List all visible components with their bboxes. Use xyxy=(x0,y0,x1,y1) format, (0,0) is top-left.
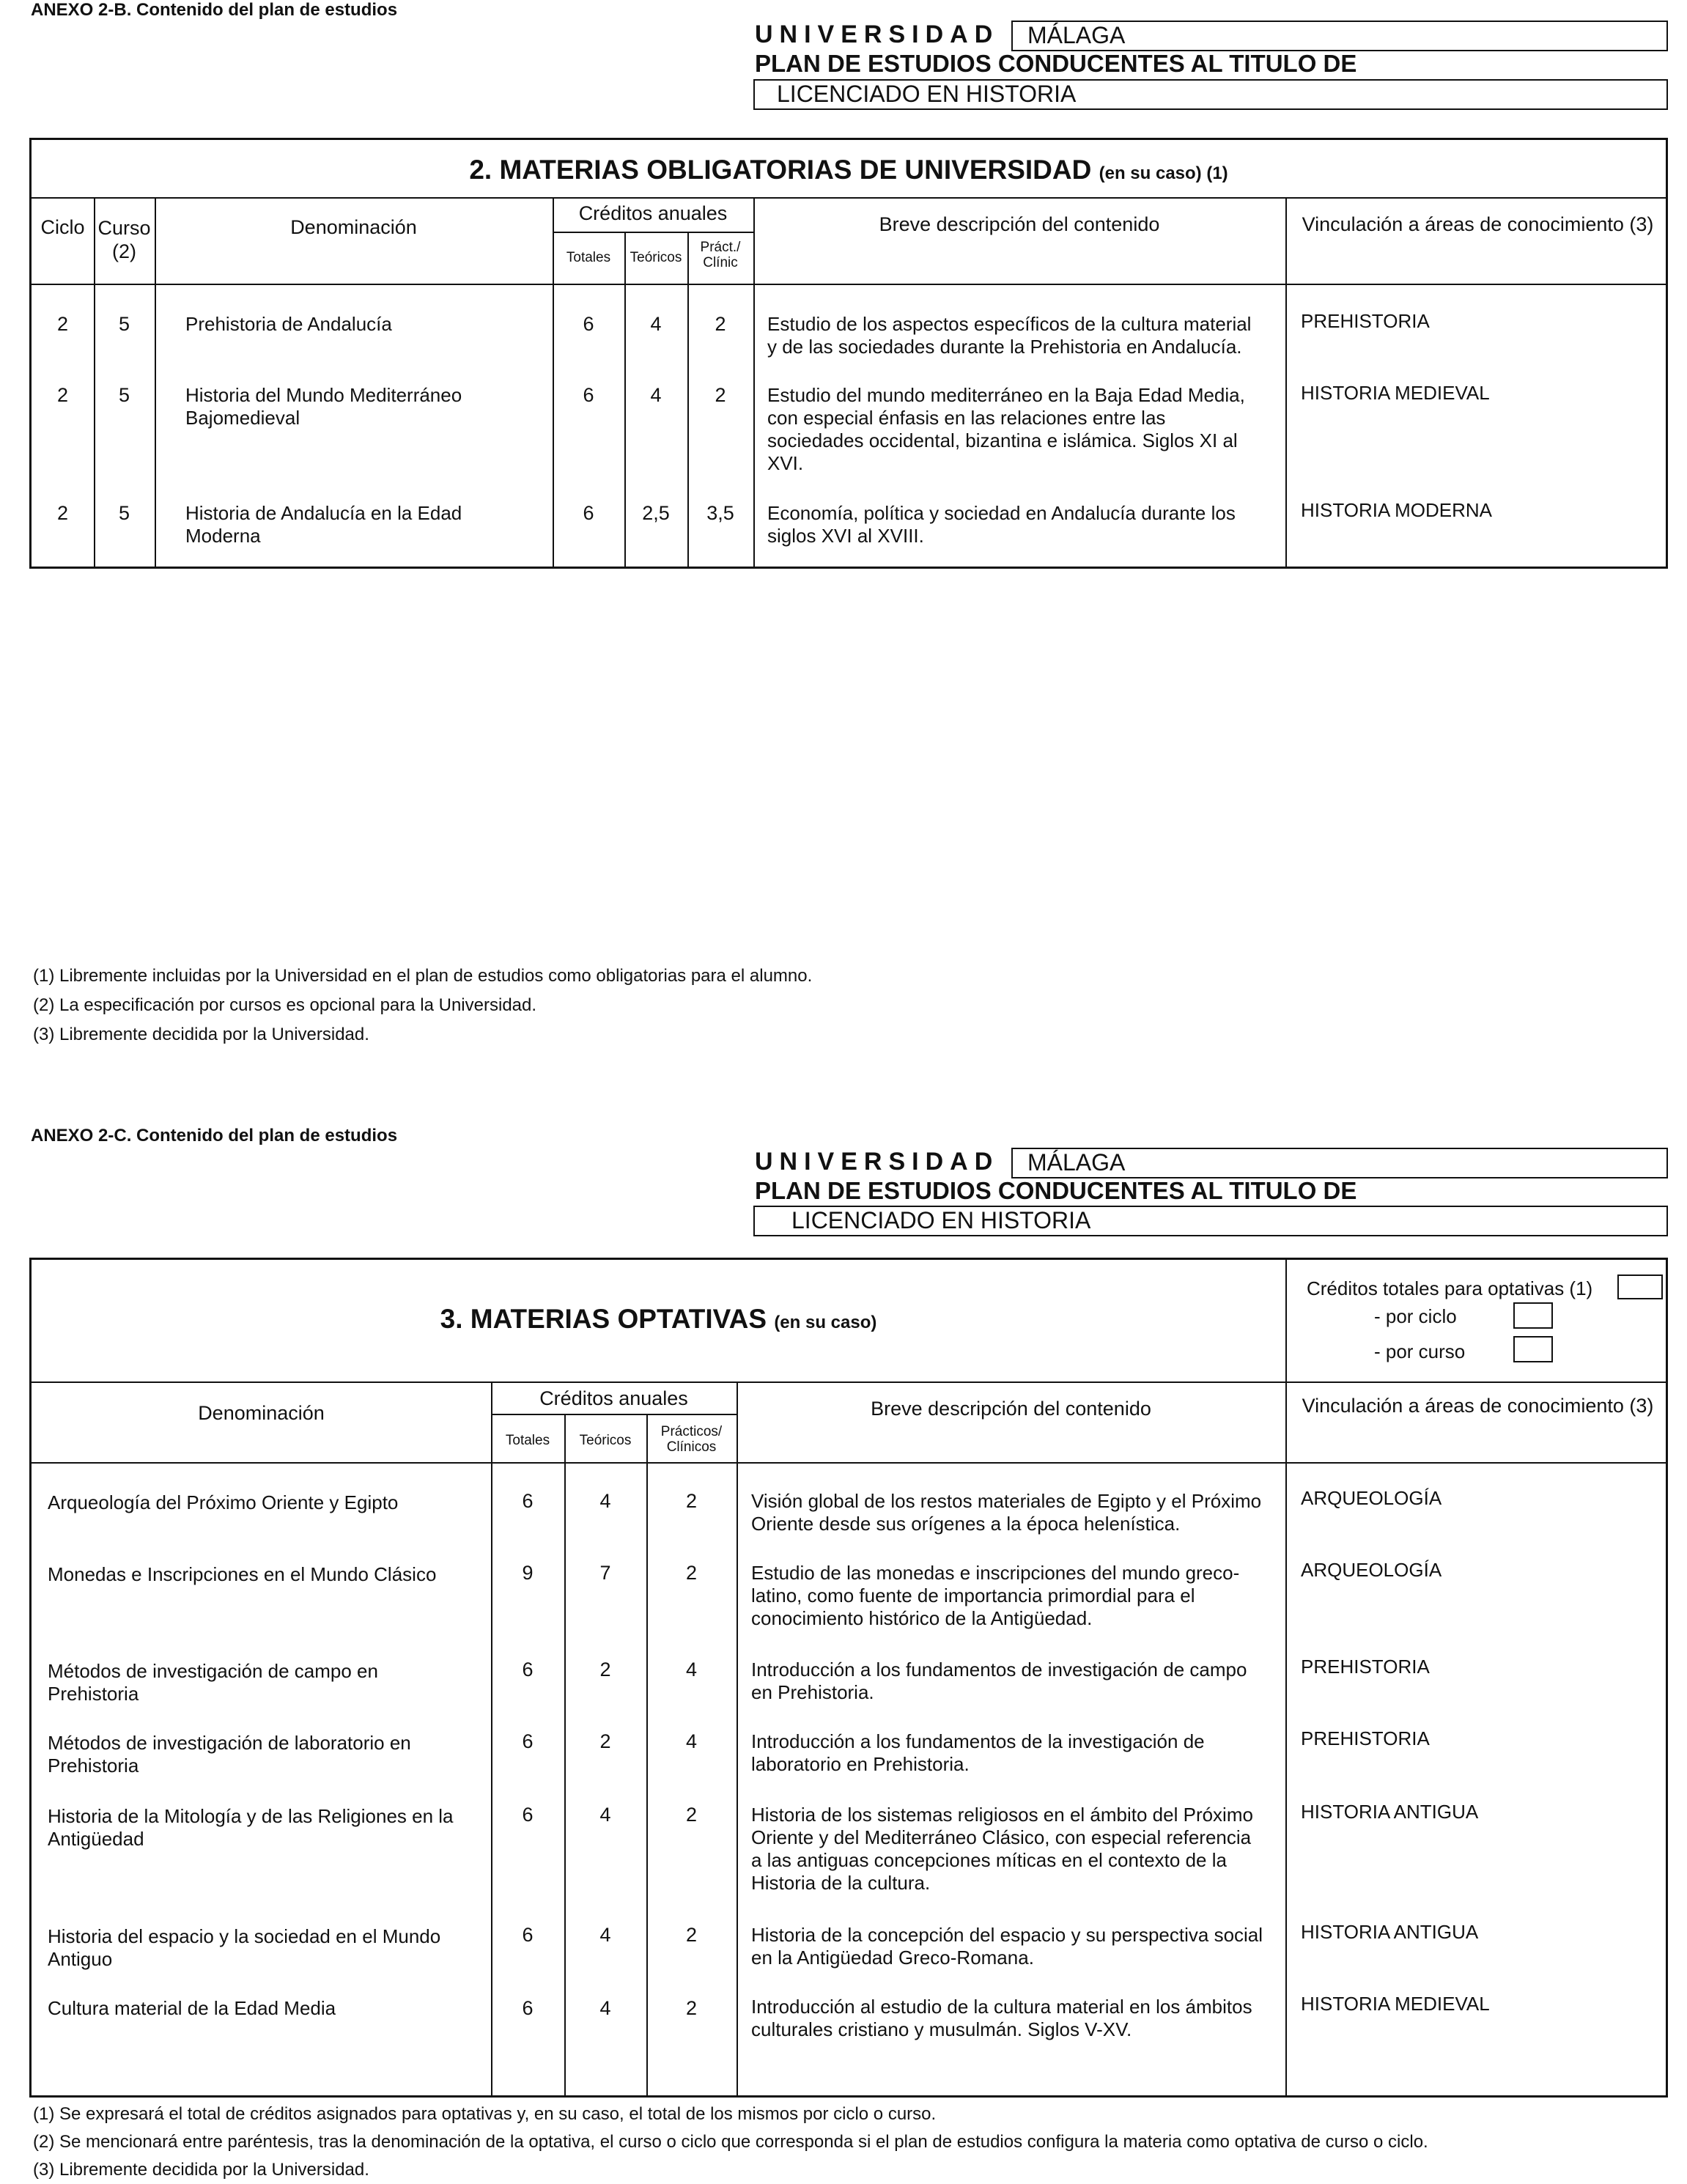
area: HISTORIA MEDIEVAL xyxy=(1301,382,1490,404)
descripcion: Estudio de las monedas e inscripciones del mundo greco- latino, como fuente de importancia primordial para el conocimiento histórico de la Antigüedad. xyxy=(751,1562,1240,1629)
annex-c-title: ANEXO 2-C. Contenido del plan de estudios xyxy=(31,1126,398,1146)
optativas-title: 3. MATERIAS OPTATIVAS (en su caso) xyxy=(440,1304,877,1334)
titulo-box-b: LICENCIADO EN HISTORIA xyxy=(753,79,1668,110)
header-curso: Curso (2) xyxy=(97,217,151,262)
area: PREHISTORIA xyxy=(1301,1727,1430,1749)
teoricos: 4 xyxy=(650,384,662,406)
totales: 6 xyxy=(522,1490,534,1512)
titulo-box-c: LICENCIADO EN HISTORIA xyxy=(753,1206,1668,1236)
teoricos: 4 xyxy=(599,1997,611,2019)
descripcion: Introducción a los fundamentos de investigación de campo en Prehistoria. xyxy=(751,1659,1247,1703)
por-ciclo-label: - por ciclo xyxy=(1374,1305,1457,1327)
teoricos: 2,5 xyxy=(642,502,670,524)
descripcion: Introducción al estudio de la cultura material en los ámbitos culturales cristiano y musulmán. Siglos V-XV. xyxy=(751,1996,1252,2040)
header-creditos: Créditos anuales xyxy=(578,202,728,224)
footnotes-c: (1) Se expresará el total de créditos asignados para optativas y, en su caso, el total de los mismos por ciclo o curso. (2) Se mencionará entre paréntesis, tras la denominación de la optativa, el curso o ciclo que corresponda si el plan de estudios configura la materia como optativa de curso o ciclo. (3) Libremente decidida por la Universidad. xyxy=(33,2104,1428,2180)
header-practicos: Prácticos/ Clínicos xyxy=(660,1424,723,1455)
por-ciclo-checkbox[interactable] xyxy=(1513,1302,1553,1329)
area: HISTORIA ANTIGUA xyxy=(1301,1801,1479,1823)
practicos: 2 xyxy=(685,1490,698,1512)
header-descripcion: Breve descripción del contenido xyxy=(879,213,1160,235)
header-ciclo: Ciclo xyxy=(40,216,85,238)
teoricos: 4 xyxy=(650,313,662,335)
area: HISTORIA ANTIGUA xyxy=(1301,1921,1479,1943)
descripcion: Economía, política y sociedad en Andalucía durante los siglos XVI al XVIII. xyxy=(767,502,1236,547)
header-descripcion: Breve descripción del contenido xyxy=(871,1398,1151,1420)
descripcion: Historia de la concepción del espacio y su perspectiva social en la Antigüedad Greco-Romana. xyxy=(751,1924,1263,1969)
area: HISTORIA MODERNA xyxy=(1301,499,1493,521)
practicos: 2 xyxy=(685,1562,698,1584)
header-denominacion: Denominación xyxy=(290,216,417,238)
teoricos: 4 xyxy=(599,1490,611,1512)
denominacion: Cultura material de la Edad Media xyxy=(48,1997,336,2019)
header-vinculacion: Vinculación a áreas de conocimiento (3) xyxy=(1302,213,1654,235)
header-vinculacion: Vinculación a áreas de conocimiento (3) xyxy=(1302,1395,1654,1417)
denominacion: Métodos de investigación de campo en Prehistoria xyxy=(48,1660,378,1705)
obligatorias-table xyxy=(29,138,1668,569)
totals-label: Créditos totales para optativas (1) xyxy=(1307,1277,1593,1299)
footnotes-b: (1) Libremente incluidas por la Universidad en el plan de estudios como obligatorias para el alumno. (2) La especificación por cursos es opcional para la Universidad. (3) Libremente decidida por la Universidad. xyxy=(33,966,813,1044)
header-teoricos: Teóricos xyxy=(630,250,682,265)
descripcion: Historia de los sistemas religiosos en el ámbito del Próximo Oriente y del Mediterráneo Clásico, con especial referencia a las antiguas concepciones míticas en el contexto de la Historia de la cultura. xyxy=(751,1804,1253,1894)
totales: 6 xyxy=(522,1924,534,1946)
practicos: 2 xyxy=(685,1997,698,2019)
practicos: 4 xyxy=(685,1730,698,1752)
area: PREHISTORIA xyxy=(1301,1656,1430,1678)
header-totales: Totales xyxy=(566,250,611,265)
header-teoricos: Teóricos xyxy=(579,1433,632,1448)
descripcion: Introducción a los fundamentos de la investigación de laboratorio en Prehistoria. xyxy=(751,1730,1205,1775)
universidad-box-b: MÁLAGA xyxy=(1011,21,1668,51)
area: ARQUEOLOGÍA xyxy=(1301,1487,1442,1509)
ciclo: 2 xyxy=(56,502,69,524)
obligatorias-title: 2. MATERIAS OBLIGATORIAS DE UNIVERSIDAD (en su caso) (1) xyxy=(469,155,1228,185)
denominacion: Historia del Mundo Mediterráneo Bajomedieval xyxy=(185,384,462,429)
denominacion: Arqueología del Próximo Oriente y Egipto xyxy=(48,1491,399,1513)
header-totales: Totales xyxy=(505,1433,550,1448)
teoricos: 2 xyxy=(599,1730,611,1752)
curso: 5 xyxy=(118,502,130,524)
header-creditos: Créditos anuales xyxy=(539,1387,688,1409)
universidad-label-b: UNIVERSIDAD xyxy=(755,21,1000,48)
denominacion: Historia de la Mitología y de las Religiones en la Antigüedad xyxy=(48,1805,454,1850)
teoricos: 4 xyxy=(599,1804,611,1826)
teoricos: 2 xyxy=(599,1659,611,1681)
denominacion: Historia del espacio y la sociedad en el Mundo Antiguo xyxy=(48,1925,441,1970)
universidad-box-c: MÁLAGA xyxy=(1011,1148,1668,1178)
descripcion: Estudio de los aspectos específicos de la cultura material y de las sociedades durante la Prehistoria en Andalucía. xyxy=(767,313,1252,358)
por-curso-checkbox[interactable] xyxy=(1513,1336,1553,1362)
teoricos: 7 xyxy=(599,1562,611,1584)
practicos: 2 xyxy=(715,384,726,406)
optativas-table xyxy=(29,1258,1668,2098)
totales: 9 xyxy=(522,1562,534,1584)
plan-label-b: PLAN DE ESTUDIOS CONDUCENTES AL TITULO DE xyxy=(755,50,1357,77)
totales: 6 xyxy=(583,502,594,524)
totales: 6 xyxy=(583,384,594,406)
denominacion: Historia de Andalucía en la Edad Moderna xyxy=(185,502,462,547)
plan-label-c: PLAN DE ESTUDIOS CONDUCENTES AL TITULO DE xyxy=(755,1177,1357,1204)
totales: 6 xyxy=(522,1997,534,2019)
area: ARQUEOLOGÍA xyxy=(1301,1559,1442,1581)
denominacion: Monedas e Inscripciones en el Mundo Clásico xyxy=(48,1563,437,1585)
area: HISTORIA MEDIEVAL xyxy=(1301,1993,1490,2015)
header-practicos: Práct./ Clínic xyxy=(700,240,741,270)
ciclo: 2 xyxy=(56,384,69,406)
curso: 5 xyxy=(118,384,130,406)
totales: 6 xyxy=(522,1659,534,1681)
descripcion: Estudio del mundo mediterráneo en la Baja Edad Media, con especial énfasis en las relaciones entre las sociedades occidental, bizantina e islámica. Siglos XI al XVI. xyxy=(767,384,1245,474)
denominacion: Métodos de investigación de laboratorio en Prehistoria xyxy=(48,1732,411,1777)
practicos: 4 xyxy=(685,1659,698,1681)
practicos: 3,5 xyxy=(706,502,734,524)
practicos: 2 xyxy=(715,313,726,335)
annex-b-title: ANEXO 2-B. Contenido del plan de estudios xyxy=(31,0,398,20)
descripcion: Visión global de los restos materiales de Egipto y el Próximo Oriente desde sus orígenes a la época helenística. xyxy=(751,1490,1262,1535)
teoricos: 4 xyxy=(599,1924,611,1946)
totals-checkbox[interactable] xyxy=(1617,1274,1663,1299)
area: PREHISTORIA xyxy=(1301,310,1430,332)
totales: 6 xyxy=(522,1730,534,1752)
denominacion: Prehistoria de Andalucía xyxy=(185,313,392,335)
universidad-label-c: UNIVERSIDAD xyxy=(755,1148,1000,1176)
ciclo: 2 xyxy=(56,313,69,335)
practicos: 2 xyxy=(685,1924,698,1946)
header-denominacion: Denominación xyxy=(198,1402,325,1424)
totales: 6 xyxy=(583,313,594,335)
totales: 6 xyxy=(522,1804,534,1826)
practicos: 2 xyxy=(685,1804,698,1826)
curso: 5 xyxy=(118,313,130,335)
por-curso-label: - por curso xyxy=(1374,1340,1466,1362)
